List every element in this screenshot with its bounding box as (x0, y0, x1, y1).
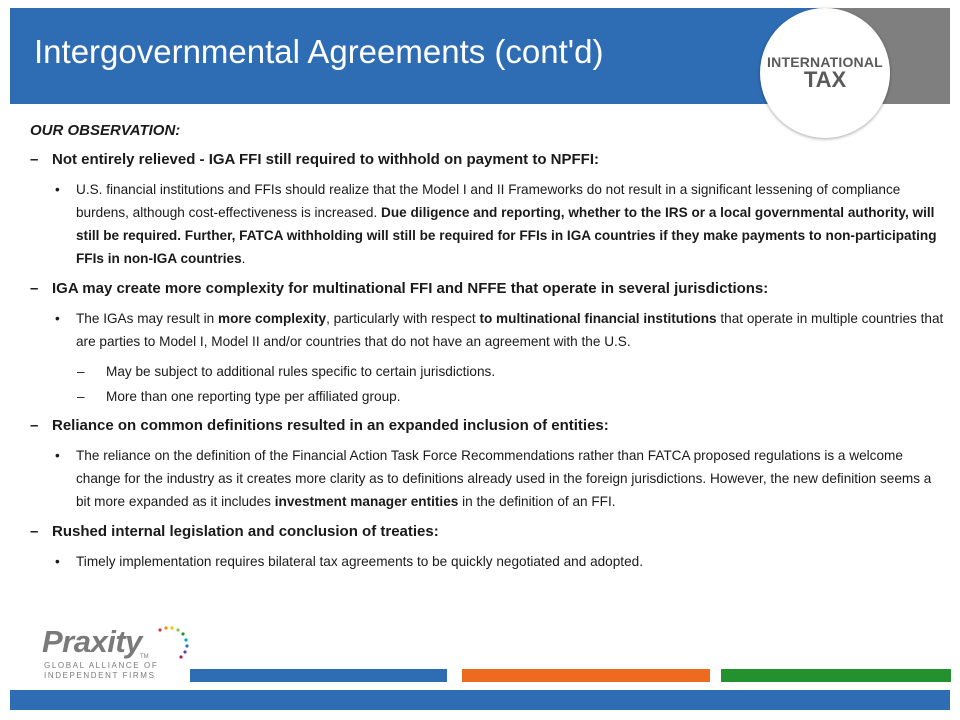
bullet-marker: • (55, 311, 60, 326)
badge-line-1: INTERNATIONAL (767, 53, 883, 70)
sub-item (30, 362, 945, 382)
dash-marker: – (30, 280, 39, 297)
sub-item (30, 387, 945, 407)
bullet-text: that operate in multiple countries that are parties to Model I, Model II and/or countries that do not have an agreement with the U.S. (76, 311, 944, 349)
bullet-text: . (241, 251, 246, 266)
bullet-text: in the definition of an FFI. (458, 494, 616, 509)
page-title: Intergovernmental Agreements (cont'd) (34, 33, 604, 70)
bullet-text: The reliance on the definition of the Financial Action Task Force Recommendations rather than FATCA proposed regulations is a welcome change for the industry as it creates more clarity as to definitions already used in the foreign jurisdictions. However, the new definition seems a bit more expanded as it includes (76, 448, 932, 509)
footer-bar-blue (190, 669, 447, 682)
dash-marker: – (30, 151, 39, 168)
bullet-text: U.S. financial institutions and FFIs should realize that the Model I and II Frameworks do not result in a significant lessening of compliance burdens, although cost-effectiveness is increased. (76, 182, 901, 220)
bullet-marker: • (55, 554, 60, 569)
footer-bar-orange (462, 669, 710, 682)
dash-marker: – (77, 389, 85, 404)
bullet-marker: • (55, 448, 60, 463)
footer-band (10, 690, 950, 710)
section-heading-2 (30, 279, 945, 299)
section-heading-text: Reliance on common definitions resulted in an expanded inclusion of entities: (52, 417, 609, 434)
observation-heading: OUR OBSERVATION: (30, 122, 181, 139)
logo-subtitle-2: INDEPENDENT FIRMS (44, 671, 156, 680)
section-bullet-1 (30, 178, 945, 270)
logo-subtitle-1: GLOBAL ALLIANCE OF (44, 661, 159, 670)
dash-marker: – (77, 364, 85, 379)
logo-dots-icon (140, 624, 198, 664)
section-heading-3 (30, 416, 945, 436)
badge-line-2: TAX (803, 67, 847, 93)
section-bullet-4 (30, 550, 945, 573)
section-bullet-2 (30, 307, 945, 353)
bullet-bold-text: investment manager entities (274, 494, 459, 509)
section-heading-text: Not entirely relieved - IGA FFI still required to withhold on payment to NPFFI: (52, 151, 599, 168)
logo-name: Praxity (42, 624, 142, 659)
footer-bar-green (721, 669, 951, 682)
slide-content (30, 122, 945, 582)
dash-marker: – (30, 523, 39, 540)
bullet-marker: • (55, 182, 60, 197)
section-bullet-3 (30, 444, 945, 513)
international-tax-badge (760, 8, 890, 138)
bullet-bold-text: more complexity (218, 311, 327, 326)
bullet-text: , particularly with respect (326, 311, 480, 326)
bullet-bold-text: Due diligence and reporting, whether to the IRS or a local governmental authority, will still be required. Further, FATCA withholding will still be required for FFIs in IGA countries if they make payments to non-participating FFIs in non-IGA countries (76, 205, 937, 266)
section-heading-text: Rushed internal legislation and conclusion of treaties: (52, 523, 439, 540)
bullet-bold-text: to multinational financial institutions (479, 311, 717, 326)
section-heading-4 (30, 522, 945, 542)
section-heading-1 (30, 150, 945, 170)
logo-trademark: TM (140, 654, 149, 660)
praxity-logo (40, 624, 180, 684)
sub-item-text: More than one reporting type per affiliated group. (106, 389, 401, 404)
bullet-text: Timely implementation requires bilateral tax agreements to be quickly negotiated and adopted. (76, 554, 643, 569)
sub-item-text: May be subject to additional rules specific to certain jurisdictions. (106, 364, 496, 379)
dash-marker: – (30, 417, 39, 434)
bullet-text: The IGAs may result in (76, 311, 219, 326)
section-heading-text: IGA may create more complexity for multinational FFI and NFFE that operate in several jurisdictions: (52, 280, 769, 297)
